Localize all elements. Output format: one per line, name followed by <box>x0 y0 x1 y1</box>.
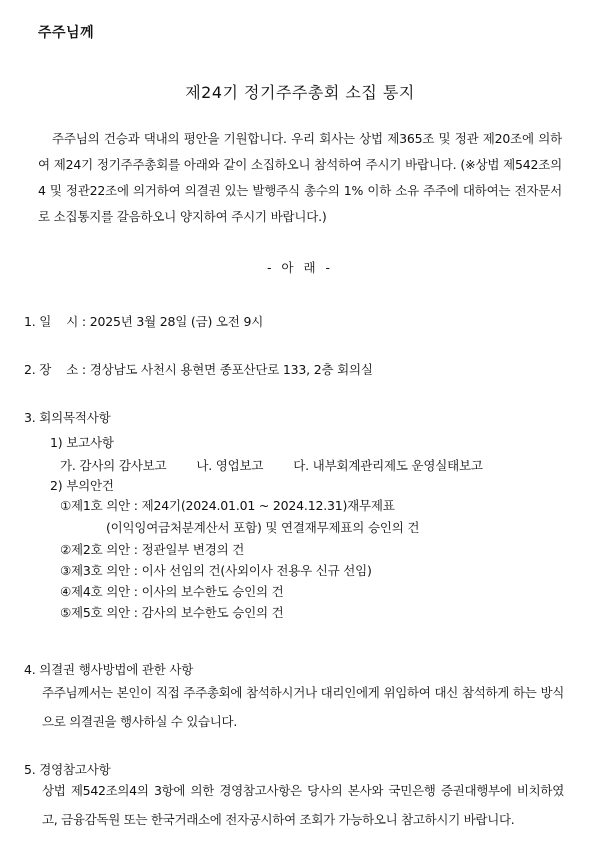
report-item: 나. 영업보고 <box>196 458 264 473</box>
report-item: 가. 감사의 감사보고 <box>60 458 167 473</box>
agenda-item: ②제2호 의안 : 정관일부 변경의 건 <box>60 542 245 557</box>
section-reference-body: 상법 제542조의4의 3항에 의한 경영참고사항은 당사의 본사와 국민은행 증권대행부에 비치하였고, 금융감독원 또는 한국거래소에 전자공시하여 조회가 가능하오니 참고하시기 바랍니다. <box>42 783 564 827</box>
agenda-item: ④제4호 의안 : 이사의 보수한도 승인의 건 <box>60 584 284 599</box>
divider-label: - 아 래 - <box>266 260 334 275</box>
section-venue: 2. 장 소 : 경상남도 사천시 용현면 종포산단로 133, 2층 회의실 <box>24 362 373 377</box>
section-reference-title: 5. 경영참고사항 <box>24 762 111 777</box>
agenda-item-continuation: (이익잉여금처분계산서 포함) 및 연결재무제표의 승인의 건 <box>106 520 420 535</box>
report-item: 다. 내부회계관리제도 운영실태보고 <box>293 458 483 473</box>
agenda-item: ①제1호 의안 : 제24기(2024.01.01 ~ 2024.12.31)재무제표 <box>60 498 395 513</box>
section-agenda-title: 3. 회의목적사항 <box>24 410 111 425</box>
resolution-title: 2) 부의안건 <box>50 478 114 493</box>
report-title: 1) 보고사항 <box>50 435 114 450</box>
agenda-item: ⑤제5호 의안 : 감사의 보수한도 승인의 건 <box>60 605 284 620</box>
section-voting-body: 주주님께서는 본인이 직접 주주총회에 참석하시거나 대리인에게 위임하여 대신 참석하게 하는 방식으로 의결권을 행사하실 수 있습니다. <box>42 685 564 729</box>
greeting: 주주님께 <box>38 25 95 41</box>
report-items <box>60 456 483 474</box>
page-title: 제24기 정기주주총회 소집 통지 <box>185 83 415 102</box>
agenda-item: ③제3호 의안 : 이사 선임의 건(사외이사 전용우 신규 선임) <box>60 563 372 578</box>
section-voting-title: 4. 의결권 행사방법에 관한 사항 <box>24 662 194 677</box>
intro-paragraph: 주주님의 건승과 댁내의 평안을 기원합니다. 우리 회사는 상법 제365조 및 정관 제20조에 의하여 제24기 정기주주총회를 아래와 같이 소집하오니 참석하여 주시기 바랍니다. (※상법 제542조의4 및 정관22조에 의거하여 의결권 있는 발행주식 총수의 1% 이하 소유 주주에 대하여는 전자문서로 소집통지를 갈음하오니 양지하여 주시기 바랍니다.) <box>38 131 562 224</box>
section-schedule: 1. 일 시 : 2025년 3월 28일 (금) 오전 9시 <box>24 314 264 329</box>
